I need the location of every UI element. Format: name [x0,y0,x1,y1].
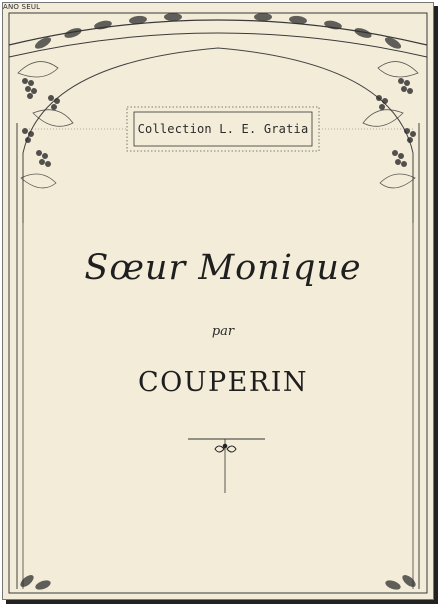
fleuron-icon [215,444,236,452]
corner-label: ANO SEUL [3,3,41,11]
decorative-frame [3,3,433,599]
collection-label: Collection L. E. Gratia [137,122,309,136]
piece-title: Sœur Monique [84,248,362,288]
composer-name: COUPERIN [137,367,309,398]
sheet-music-cover [2,2,434,600]
leaf-garland-icon [33,13,403,51]
by-label: par [211,324,235,339]
